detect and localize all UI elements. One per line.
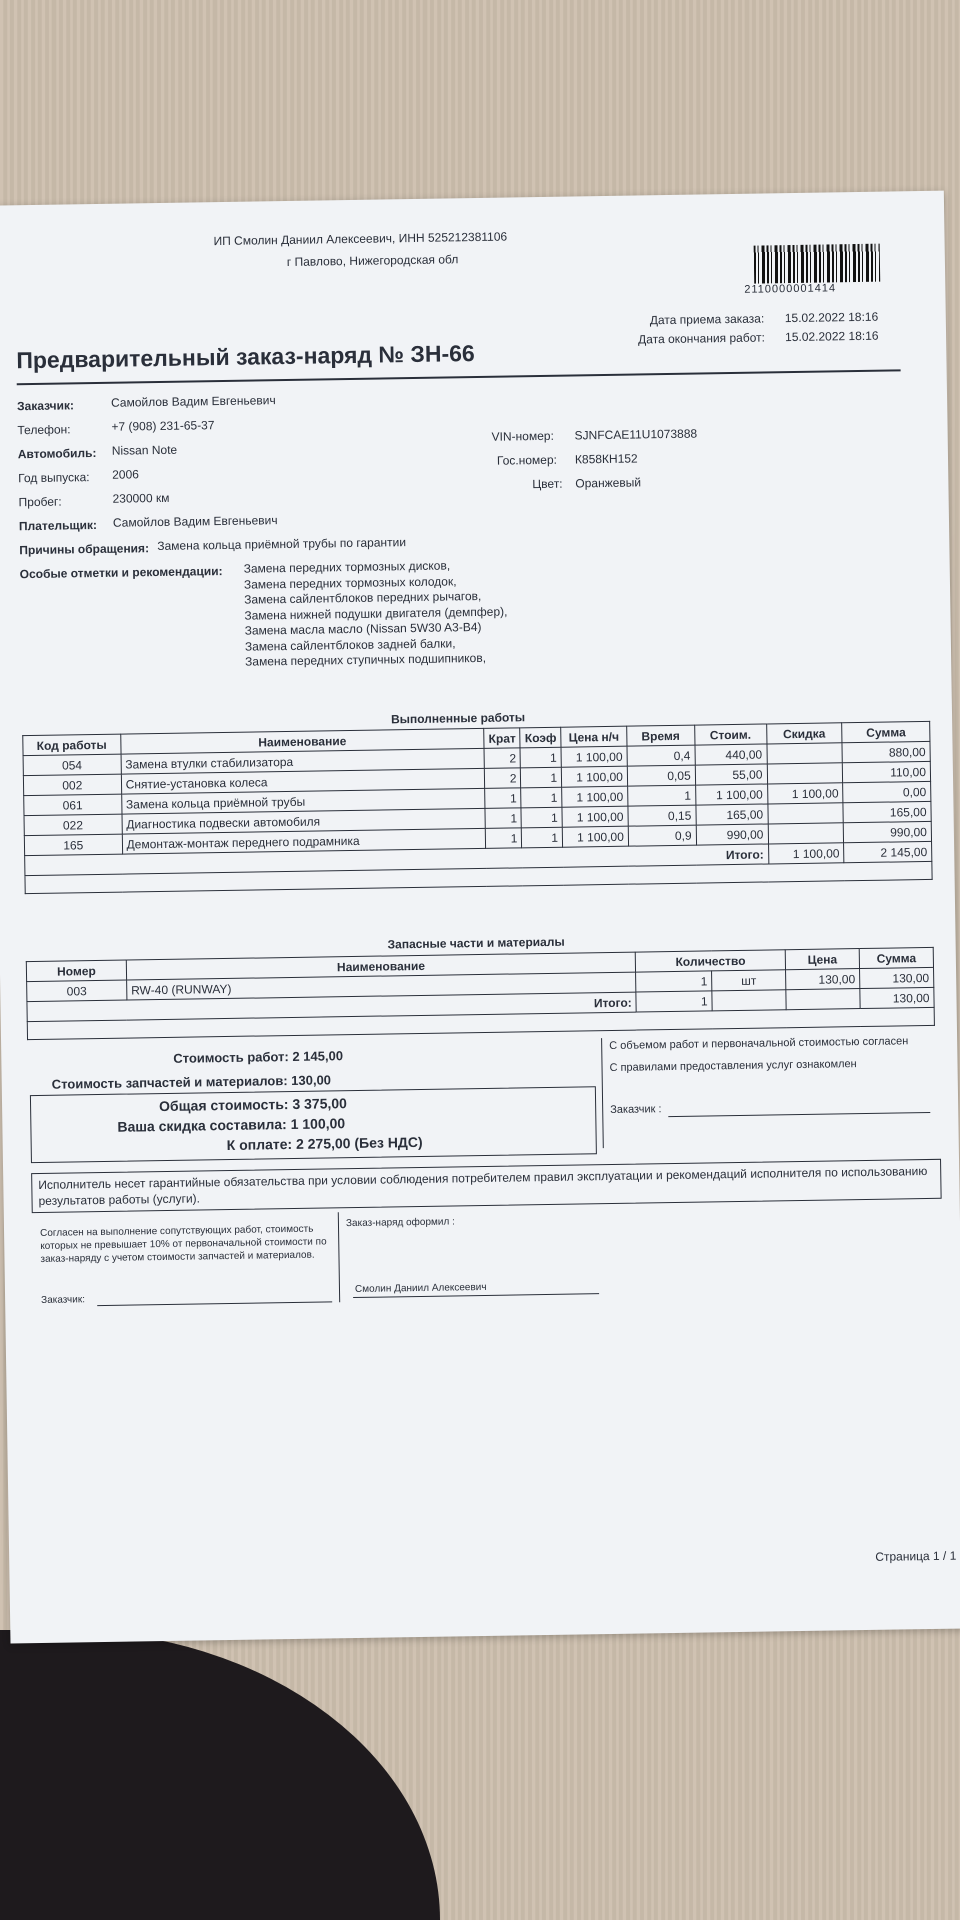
payer-value: Самойлов Вадим Евгеньевич xyxy=(112,513,278,530)
table-cell: 0,15 xyxy=(628,805,696,826)
company-address: г Павлово, Нижегородская обл xyxy=(286,252,459,269)
parts-total-sum: 130,00 xyxy=(860,987,934,1008)
parts-total-qty: 1 xyxy=(636,991,712,1012)
consent-customer-label: Заказчик: xyxy=(41,1294,86,1306)
table-cell: 130,00 xyxy=(786,969,860,990)
color-label: Цвет: xyxy=(532,476,563,492)
table-cell xyxy=(767,803,843,824)
table-cell: 110,00 xyxy=(843,761,931,782)
table-cell: Снятие-установка колеса xyxy=(121,768,485,794)
works-col-sum: Сумма xyxy=(842,721,930,742)
works-col-code: Код работы xyxy=(23,734,121,756)
document-title: Предварительный заказ-наряд № ЗН-66 xyxy=(16,340,475,374)
table-cell xyxy=(766,743,842,764)
table-cell: 1 xyxy=(486,828,523,849)
works-table xyxy=(22,721,932,894)
reason-label: Причины обращения: xyxy=(19,541,150,558)
table-cell: Демонтаж-монтаж переднего подрамника xyxy=(122,828,486,854)
works-col-time: Время xyxy=(627,725,695,746)
works-cost: Стоимость работ: 2 145,00 xyxy=(173,1048,344,1066)
works-title: Выполненные работы xyxy=(390,710,526,727)
table-cell: 990,00 xyxy=(696,824,768,845)
order-date: 15.02.2022 18:16 xyxy=(784,309,879,326)
table-cell xyxy=(786,989,860,1010)
parts-col-sum: Сумма xyxy=(859,947,933,968)
table-cell: 1 100,00 xyxy=(562,826,628,847)
warranty-box xyxy=(31,1159,942,1213)
table-cell: 054 xyxy=(23,754,121,776)
totals-box xyxy=(30,1086,597,1163)
table-cell: 0,05 xyxy=(627,765,695,786)
table-cell: 1 xyxy=(521,787,562,808)
parts-col-name: Наименование xyxy=(126,952,636,980)
note-item: Замена передних тормозных колодок, xyxy=(243,573,457,592)
table-cell: 2 xyxy=(485,768,522,789)
table-cell: Замена кольца приёмной трубы xyxy=(121,788,485,814)
vin-value: SJNFCAE11U1073888 xyxy=(574,426,698,443)
table-cell: Замена втулки стабилизатора xyxy=(121,748,485,774)
issuer-label: Заказ-наряд оформил : xyxy=(345,1216,455,1230)
works-total-discount: 1 100,00 xyxy=(768,843,844,864)
payer-label: Плательщик: xyxy=(18,517,98,534)
background-floor-dark xyxy=(0,1630,440,1920)
plate-label: Гос.номер: xyxy=(496,452,558,468)
table-cell: 061 xyxy=(24,794,122,816)
table-cell: 1 xyxy=(522,827,563,848)
table-cell: 1 xyxy=(485,788,522,809)
table-cell: 0,9 xyxy=(628,825,696,846)
table-cell: 003 xyxy=(27,980,127,1002)
table-cell: 1 100,00 xyxy=(561,746,627,767)
table-cell: 1 100,00 xyxy=(767,783,843,804)
customer-label: Заказчик: xyxy=(16,398,75,414)
table-cell: 880,00 xyxy=(842,741,930,762)
table-cell: 165,00 xyxy=(696,804,768,825)
agreement-line-2: С правилами предоставления услуг ознакомлен xyxy=(609,1058,857,1074)
works-col-coef: Коэф xyxy=(520,727,561,748)
table-cell: 165,00 xyxy=(843,801,931,822)
car-label: Автомобиль: xyxy=(17,445,97,462)
parts-col-qty: Количество xyxy=(635,950,785,972)
works-total-sum: 2 145,00 xyxy=(844,841,932,862)
table-cell: 1 xyxy=(636,971,712,992)
company-name: ИП Смолин Даниил Алексеевич, ИНН 525212381106 xyxy=(213,229,508,249)
work-order-sheet xyxy=(0,191,960,1644)
phone-value: +7 (908) 231-65-37 xyxy=(111,418,215,434)
agreement-signature-line xyxy=(668,1112,930,1117)
table-cell: 1 xyxy=(521,767,562,788)
works-col-price: Цена н/ч xyxy=(561,726,627,747)
notes-list xyxy=(244,558,509,671)
page-number: Страница 1 / 1 xyxy=(875,1548,957,1564)
parts-cost: Стоимость запчастей и материалов: 130,00 xyxy=(51,1072,332,1092)
agreement-divider xyxy=(601,1038,604,1148)
parts-total-label: Итого: xyxy=(27,992,636,1022)
barcode-number: 2110000001414 xyxy=(744,282,837,296)
table-cell: шт xyxy=(712,970,786,991)
works-col-discount: Скидка xyxy=(766,723,842,744)
table-cell xyxy=(767,763,843,784)
warranty-text: Исполнитель несет гарантийные обязательства при условии соблюдения потребителем правил эксплуатации и рекомендаций исполнителя по использованию результатов работы (услуги). xyxy=(38,1164,928,1208)
reason-value: Замена кольца приёмной трубы по гарантии xyxy=(157,535,407,554)
table-cell: 1 100,00 xyxy=(561,766,627,787)
phone-label: Телефон: xyxy=(17,422,71,438)
amount-to-pay: К оплате: 2 275,00 (Без НДС) xyxy=(226,1133,423,1154)
barcode-image xyxy=(754,244,881,284)
year-value: 2006 xyxy=(112,467,139,482)
works-col-rate: Крат xyxy=(484,728,521,749)
table-cell: 165 xyxy=(24,834,122,856)
table-cell: 1 xyxy=(520,747,561,768)
table-cell: 1 100,00 xyxy=(562,806,628,827)
table-cell: 990,00 xyxy=(844,821,932,842)
vin-label: VIN-номер: xyxy=(491,428,554,444)
note-item: Замена нижней подушки двигателя (демпфер), xyxy=(244,604,508,623)
consent-signature-line xyxy=(97,1301,332,1306)
table-cell: Диагностика подвески автомобиля xyxy=(122,808,486,834)
table-cell: 1 xyxy=(628,785,696,806)
parts-table xyxy=(26,947,935,1040)
table-cell: 55,00 xyxy=(695,764,767,785)
consent-text: Согласен на выполнение сопутствующих работ, стоимость которых не превышает 10% от первоначальной стоимости по заказ-наряду с учетом стоимости запчастей и материалов. xyxy=(39,1223,327,1265)
car-value: Nissan Note xyxy=(111,442,178,458)
note-item: Замена передних тормозных дисков, xyxy=(243,558,451,576)
table-cell: 022 xyxy=(24,814,122,836)
end-date-label: Дата окончания работ: xyxy=(637,330,766,347)
table-cell: 1 xyxy=(485,808,522,829)
parts-title: Запасные части и материалы xyxy=(387,934,565,952)
note-item: Замена масла масло (Nissan 5W30 A3-B4) xyxy=(244,619,482,638)
issuer-name: Смолин Даниил Алексеевич xyxy=(354,1281,487,1296)
agreement-customer-label: Заказчик : xyxy=(610,1103,662,1116)
note-item: Замена передних ступичных подшипников, xyxy=(245,650,487,669)
customer-name: Самойлов Вадим Евгеньевич xyxy=(110,393,276,410)
total-cost: Общая стоимость: 3 375,00 xyxy=(158,1095,348,1115)
table-cell: 440,00 xyxy=(695,744,767,765)
parts-col-price: Цена xyxy=(785,949,859,970)
table-cell: 1 100,00 xyxy=(562,786,628,807)
end-date: 15.02.2022 18:16 xyxy=(784,328,879,345)
table-cell: 1 100,00 xyxy=(695,784,767,805)
table-cell xyxy=(768,823,844,844)
notes-label: Особые отметки и рекомендации: xyxy=(19,564,223,582)
plate-value: К858КН152 xyxy=(574,451,638,467)
table-cell: 2 xyxy=(484,748,521,769)
mileage-value: 230000 км xyxy=(112,490,170,506)
discount-total: Ваша скидка составила: 1 100,00 xyxy=(117,1115,346,1135)
table-cell: 130,00 xyxy=(860,967,934,988)
works-total-label: Итого: xyxy=(25,844,769,876)
table-cell: 002 xyxy=(23,774,121,796)
year-label: Год выпуска: xyxy=(18,470,90,486)
parts-col-number: Номер xyxy=(26,960,126,982)
note-item: Замена сайлентблоков задней балки, xyxy=(244,635,456,654)
order-date-label: Дата приема заказа: xyxy=(649,311,765,328)
agreement-line-1: С объемом работ и первоначальной стоимостью согласен xyxy=(609,1035,909,1052)
table-cell: 0,00 xyxy=(843,781,931,802)
mileage-label: Пробег: xyxy=(18,494,62,510)
note-item: Замена сайлентблоков передних рычагов, xyxy=(244,588,482,607)
works-col-name: Наименование xyxy=(120,728,484,754)
color-value: Оранжевый xyxy=(575,475,642,491)
table-cell xyxy=(712,990,786,1011)
table-cell: RW-40 (RUNWAY) xyxy=(127,972,637,1000)
table-cell: 0,4 xyxy=(627,745,695,766)
works-col-cost: Стоим. xyxy=(694,724,766,745)
table-cell: 1 xyxy=(521,807,562,828)
